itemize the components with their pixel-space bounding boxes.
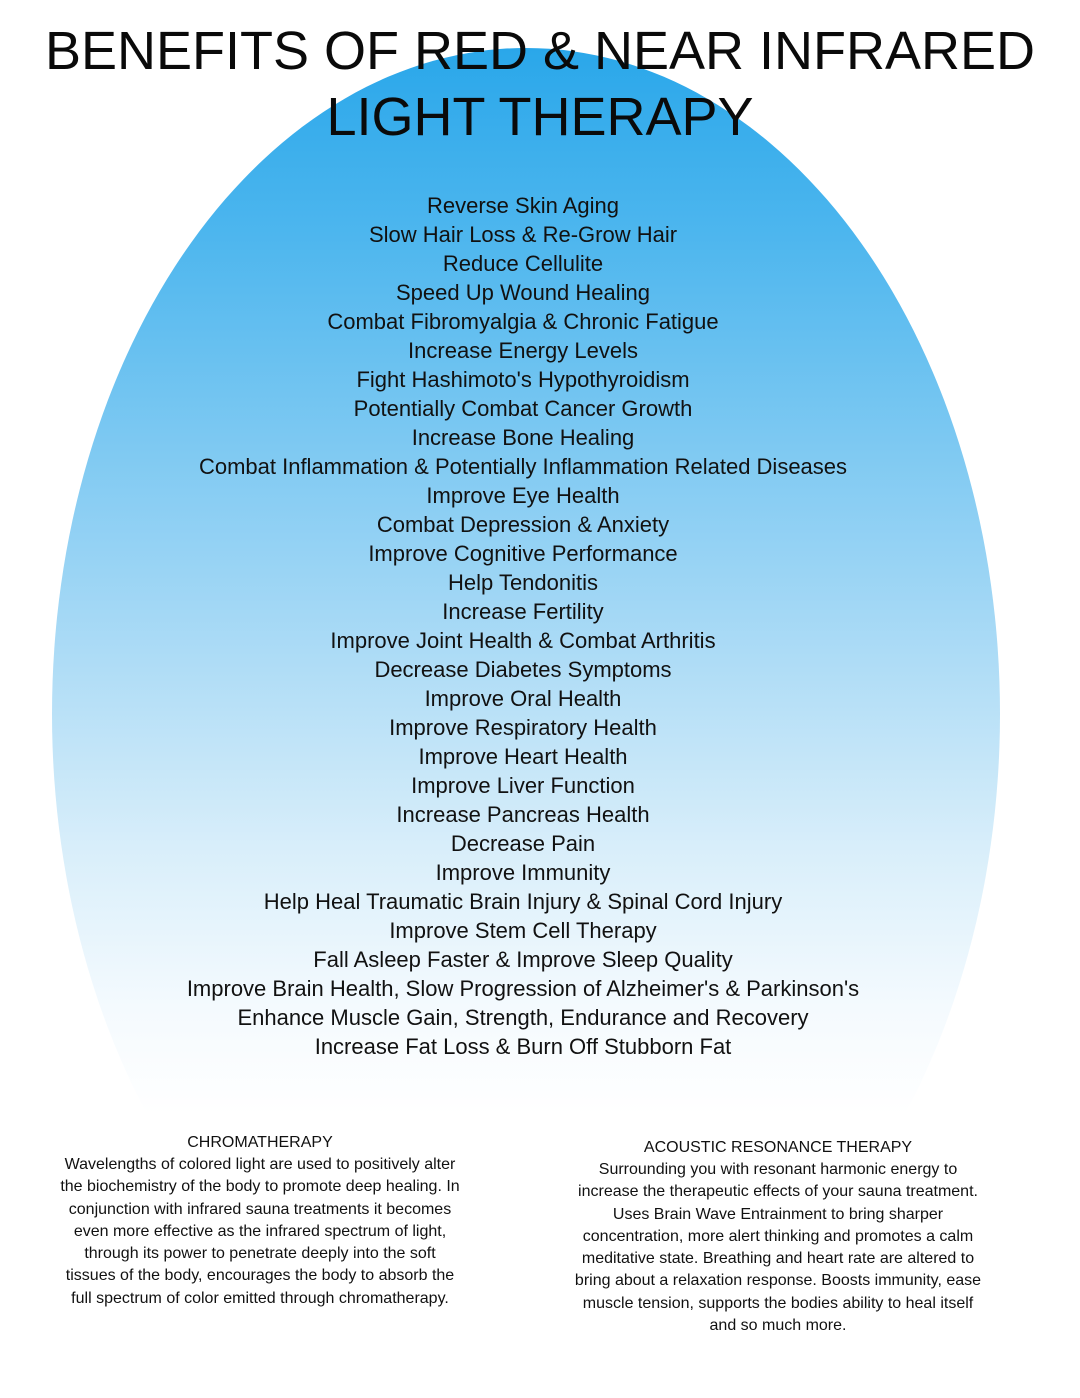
benefit-item: Fight Hashimoto's Hypothyroidism — [356, 367, 690, 392]
benefit-item: Reduce Cellulite — [442, 251, 604, 276]
benefit-item: Fall Asleep Faster & Improve Sleep Quality — [313, 947, 733, 972]
benefit-item: Improve Stem Cell Therapy — [389, 918, 657, 943]
acoustic-line: bring about a relaxation response. Boosts immunity, ease — [574, 1272, 982, 1290]
chromatherapy-line: conjunction with infrared sauna treatments it becomes — [68, 1200, 452, 1218]
chromatherapy-line: Wavelengths of colored light are used to positively alter — [64, 1156, 456, 1173]
chromatherapy-section — [38, 1132, 482, 1310]
acoustic-heading: ACOUSTIC RESONANCE THERAPY — [643, 1139, 913, 1156]
benefit-item: Decrease Pain — [450, 831, 596, 856]
benefit-item: Reverse Skin Aging — [427, 193, 619, 218]
benefit-item: Combat Depression & Anxiety — [376, 512, 670, 537]
benefit-item: Improve Heart Health — [418, 744, 628, 769]
benefits-list — [0, 191, 1046, 1061]
benefit-item: Slow Hair Loss & Re-Grow Hair — [368, 222, 678, 247]
benefit-item: Increase Bone Healing — [411, 425, 635, 450]
benefit-item: Improve Immunity — [435, 860, 611, 885]
benefit-item: Increase Fertility — [442, 599, 604, 624]
benefit-item: Increase Energy Levels — [408, 338, 638, 363]
acoustic-line: Uses Brain Wave Entrainment to bring sharper — [612, 1205, 944, 1223]
page-title — [0, 18, 1080, 150]
benefit-item: Improve Eye Health — [426, 483, 620, 508]
chromatherapy-line: the biochemistry of the body to promote deep healing. In — [60, 1178, 460, 1196]
benefit-item: Improve Oral Health — [424, 686, 622, 711]
page-title-line-1: BENEFITS OF RED & NEAR INFRARED — [44, 21, 1036, 81]
acoustic-line: increase the therapeutic effects of your sauna treatment. — [578, 1183, 978, 1201]
benefit-item: Increase Pancreas Health — [396, 802, 650, 827]
acoustic-line: Surrounding you with resonant harmonic energy to — [598, 1161, 958, 1178]
acoustic-line: and so much more. — [709, 1317, 847, 1335]
page-title-line-2: LIGHT THERAPY — [326, 87, 754, 147]
benefit-item: Increase Fat Loss & Burn Off Stubborn Fat — [314, 1034, 732, 1059]
benefit-item: Speed Up Wound Healing — [396, 280, 650, 305]
benefit-item: Improve Joint Health & Combat Arthritis — [330, 628, 716, 653]
acoustic-line: meditative state. Breathing and heart rate are altered to — [581, 1250, 975, 1268]
benefit-item: Combat Inflammation & Potentially Inflammation Related Diseases — [198, 454, 848, 479]
chromatherapy-line: full spectrum of color emitted through chromatherapy. — [71, 1289, 449, 1307]
benefit-item: Improve Brain Health, Slow Progression of Alzheimer's & Parkinson's — [186, 976, 860, 1001]
benefit-item: Potentially Combat Cancer Growth — [353, 396, 693, 421]
acoustic-line: muscle tension, supports the bodies ability to heal itself — [582, 1294, 974, 1312]
benefit-item: Decrease Diabetes Symptoms — [374, 657, 672, 682]
acoustic-line: concentration, more alert thinking and promotes a calm — [582, 1227, 974, 1245]
benefit-item: Combat Fibromyalgia & Chronic Fatigue — [327, 309, 719, 334]
chromatherapy-line: tissues of the body, encourages the body to absorb the — [65, 1267, 455, 1285]
benefit-item: Help Heal Traumatic Brain Injury & Spinal Cord Injury — [263, 889, 783, 914]
chromatherapy-line: even more effective as the infrared spectrum of light, — [73, 1222, 447, 1240]
benefit-item: Enhance Muscle Gain, Strength, Endurance and Recovery — [237, 1005, 809, 1030]
chromatherapy-line: through its power to penetrate deeply into the soft — [84, 1245, 436, 1263]
benefit-item: Improve Respiratory Health — [389, 715, 657, 740]
benefit-item: Help Tendonitis — [447, 570, 599, 595]
benefit-item: Improve Cognitive Performance — [368, 541, 678, 566]
acoustic-resonance-section — [552, 1137, 1004, 1337]
benefit-item: Improve Liver Function — [411, 773, 635, 798]
chromatherapy-heading: CHROMATHERAPY — [187, 1134, 333, 1151]
